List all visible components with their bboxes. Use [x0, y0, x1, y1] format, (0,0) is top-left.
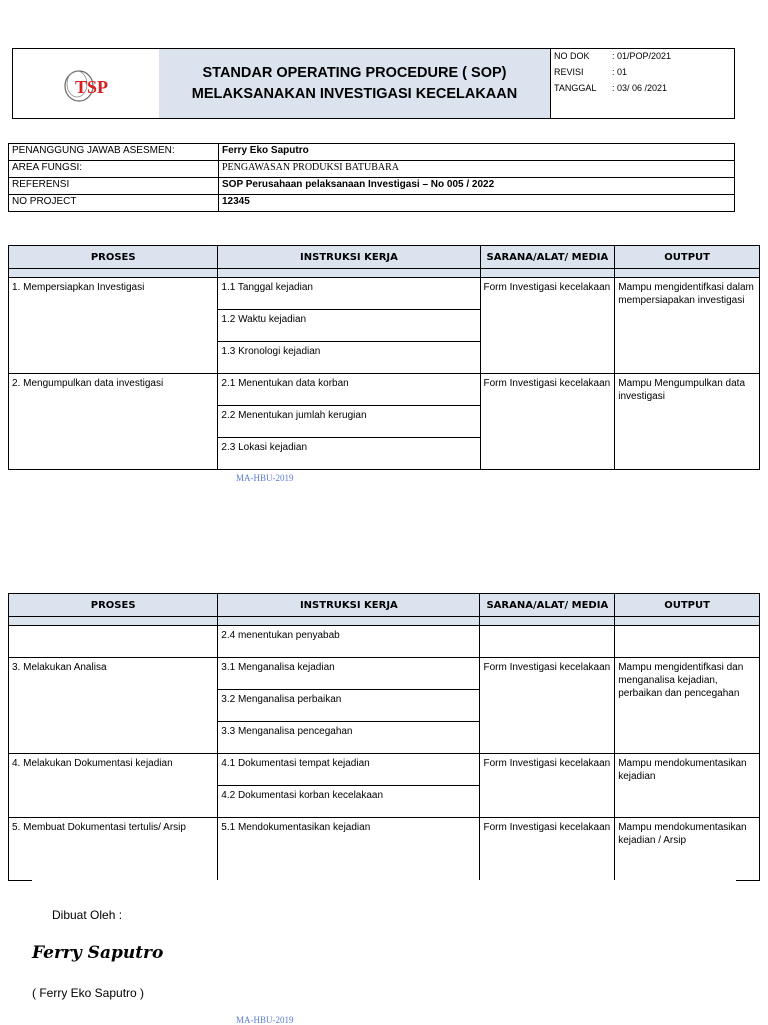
footer-mark: MA-HBU-2019: [236, 473, 294, 483]
made-by-label: Dibuat Oleh :: [52, 908, 123, 922]
svg-text:TSP: TSP: [75, 76, 109, 97]
table-row: 3.3 Menganalisa pencegahan: [9, 722, 760, 754]
table-row: 4.2 Dokumentasi korban kecelakaan: [9, 786, 760, 818]
info-row: AREA FUNGSI: PENGAWASAN PRODUKSI BATUBARA: [9, 161, 735, 178]
table-row: 5. Membuat Dokumentasi tertulis/ Arsip 5.1 Mendokumentasikan kejadian Form Investigasi kecelakaan Mampu mendokumentasikan kejadian / Arsip: [9, 818, 760, 880]
table-row: 3.2 Menganalisa perbaikan: [9, 690, 760, 722]
sop-header: [12, 48, 735, 119]
tsp-logo-icon: [51, 64, 121, 104]
meta-no-dok: NO DOK : 01/POP/2021: [554, 51, 672, 61]
col-sarana: SARANA/ALAT/ MEDIA: [480, 594, 615, 617]
document-meta: [550, 49, 734, 118]
table-header-row: [9, 594, 760, 617]
col-sarana: SARANA/ALAT/ MEDIA: [480, 246, 615, 269]
info-table: [8, 143, 735, 212]
table-row: 2.2 Menentukan jumlah kerugian: [9, 406, 760, 438]
sop-title: [159, 49, 551, 118]
procedure-table-2: [8, 593, 760, 880]
table-row: 4. Melakukan Dokumentasi kejadian 4.1 Dokumentasi tempat kejadian Form Investigasi kecelakaan Mampu mendokumentasikan kejadian: [9, 754, 760, 786]
footer-mark-bottom: MA-HBU-2019: [236, 1015, 294, 1025]
table-row: 2.4 menentukan penyabab: [9, 626, 760, 658]
meta-tanggal: TANGGAL : 03/ 06 /2021: [554, 83, 668, 93]
table-row: 2.3 Lokasi kejadian: [9, 438, 760, 470]
table-header-row: [9, 246, 760, 269]
table-end-mark-right: [736, 880, 760, 881]
col-output: OUTPUT: [615, 594, 760, 617]
table-end-mark-left: [8, 880, 32, 881]
table-row: 3. Melakukan Analisa 3.1 Menganalisa kejadian Form Investigasi kecelakaan Mampu mengidentifkasi dan menganalisa kejadian, perbaikan dan pencegahan: [9, 658, 760, 690]
info-row: REFERENSI SOP Perusahaan pelaksanaan Investigasi – No 005 / 2022: [9, 178, 735, 195]
meta-revisi: REVISI : 01: [554, 67, 628, 77]
info-row: NO PROJECT 12345: [9, 195, 735, 212]
col-instruksi: INSTRUKSI KERJA: [218, 246, 480, 269]
title-line-1: STANDAR OPERATING PROCEDURE ( SOP): [202, 64, 507, 81]
company-logo: [13, 49, 160, 118]
table-row: 1.3 Kronologi kejadian: [9, 342, 760, 374]
col-instruksi: INSTRUKSI KERJA: [218, 594, 480, 617]
table-row: 1.2 Waktu kejadian: [9, 310, 760, 342]
col-proses: PROSES: [9, 594, 218, 617]
procedure-table-1: [8, 245, 760, 470]
title-line-2: MELAKSANAKAN INVESTIGASI KECELAKAAN: [191, 85, 518, 102]
signer-name: ( Ferry Eko Saputro ): [32, 986, 145, 1000]
table-row: 2. Mengumpulkan data investigasi 2.1 Menentukan data korban Form Investigasi kecelakaan Mampu Mengumpulkan data investigasi: [9, 374, 760, 406]
col-proses: PROSES: [9, 246, 218, 269]
table-row: 1. Mempersiapkan Investigasi 1.1 Tanggal kejadian Form Investigasi kecelakaan Mampu mengidentifkasi dalam mempersiapakan investigasi: [9, 278, 760, 310]
col-output: OUTPUT: [615, 246, 760, 269]
info-row: PENANGGUNG JAWAB ASESMEN: Ferry Eko Saputro: [9, 144, 735, 161]
signature: Ferry Saputro: [32, 943, 164, 963]
